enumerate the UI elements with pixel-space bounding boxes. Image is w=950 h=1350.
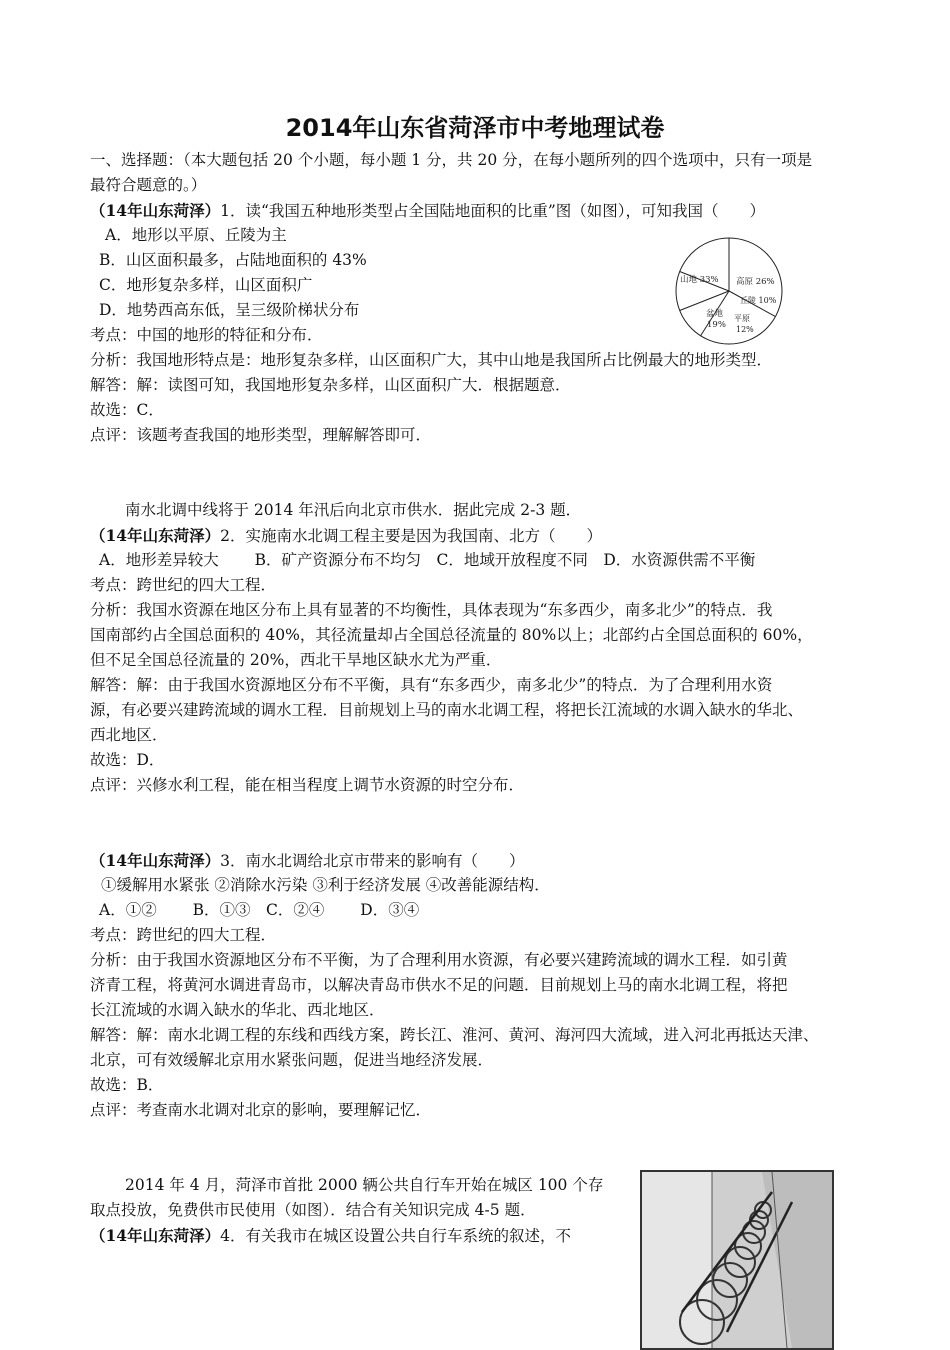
pie-label-pingyuan-name: 平原	[734, 314, 750, 323]
q2-options: A．地形差异较大 B．矿产资源分布不均匀 C．地域开放程度不同 D．水资源供需不平衡	[99, 551, 756, 569]
q3-options: A．①② B．①③ C．②④ D．③④	[99, 901, 420, 919]
q2-fenxi-1: 分析：我国水资源在地区分布上具有显著的不均衡性，具体表现为“东多西少，南多北少”的特点．我	[90, 601, 773, 619]
source-tag: （14年山东菏泽）	[90, 526, 221, 545]
pie-label-pendi-value: 19%	[707, 320, 726, 330]
q1-dianping: 点评：该题考查我国的地形类型，理解解答即可．	[90, 426, 432, 444]
intro-4-5-line1: 2014 年 4 月，菏泽市首批 2000 辆公共自行车开始在城区 100 个存	[125, 1176, 604, 1194]
pie-label-shandi: 山地 33%	[680, 275, 719, 285]
bicycle-illustration	[642, 1172, 832, 1348]
q1-fenxi: 分析：我国地形特点是：地形复杂多样，山区面积广大，其中山地是我国所占比例最大的地形类型．	[90, 351, 773, 369]
q2-jieda-3: 西北地区．	[90, 726, 168, 744]
q1-kaodian: 考点：中国的地形的特征和分布．	[90, 326, 323, 344]
section-heading: 一、选择题：（本大题包括 20 个小题，每小题 1 分，共 20 分，在每小题所列的四个选项中，只有一项是	[90, 151, 813, 169]
q1-option-b: B．山区面积最多，占陆地面积的 43%	[99, 251, 367, 269]
q3-stem	[90, 848, 524, 874]
q3-answer: 故选：B．	[90, 1076, 164, 1094]
q3-dianping: 点评：考查南水北调对北京的影响，要理解记忆．	[90, 1101, 432, 1119]
q4-stem-text: 4．有关我市在城区设置公共自行车系统的叙述，不	[220, 1227, 571, 1245]
q2-stem-text: 2．实施南水北调工程主要是因为我国南、北方（ ）	[220, 527, 602, 545]
q3-jieda-2: 北京，可有效缓解北京用水紧张问题，促进当地经济发展．	[90, 1051, 494, 1069]
q2-fenxi-3: 但不足全国总径流量的 20%，西北干旱地区缺水尤为严重．	[90, 651, 502, 669]
q3-fenxi-3: 长江流域的水调入缺水的华北、西北地区．	[90, 1001, 385, 1019]
q3-stem-text: 3．南水北调给北京市带来的影响有（ ）	[220, 852, 525, 870]
q3-fenxi-2: 济青工程，将黄河水调进青岛市，以解决青岛市供水不足的问题．目前规划上马的南水北调工程，将把	[90, 976, 788, 994]
pie-label-pendi-name: 盆地	[706, 309, 724, 319]
q1-jieda: 解答：解：读图可知，我国地形复杂多样，山区面积广大．根据题意．	[90, 376, 571, 394]
q1-stem	[90, 198, 765, 224]
q2-fenxi-2: 国南部约占全国总面积的 40%，其径流量却占全国总径流量的 80%以上；北部约占全国总面积的 60%，	[90, 626, 813, 644]
q1-option-a: A．地形以平原、丘陵为主	[105, 226, 287, 244]
source-tag: （14年山东菏泽）	[90, 201, 221, 220]
q2-stem	[90, 523, 602, 549]
q3-kaodian: 考点：跨世纪的四大工程．	[90, 926, 277, 944]
q3-jieda-1: 解答：解：南水北调工程的东线和西线方案，跨长江、淮河、黄河、海河四大流域，进入河北再抵达天津、	[90, 1026, 819, 1044]
q2-answer: 故选：D．	[90, 751, 165, 769]
section-heading-cont: 最符合题意的。）	[90, 176, 207, 194]
page-title: 2014年山东省菏泽市中考地理试卷	[285, 114, 665, 142]
intro-4-5-line2: 取点投放，免费供市民使用（如图）．结合有关知识完成 4-5 题．	[90, 1201, 536, 1219]
pie-label-qiuling: 丘陵 10%	[740, 296, 777, 305]
q2-kaodian: 考点：跨世纪的四大工程．	[90, 576, 277, 594]
q3-items: ①缓解用水紧张 ②消除水污染 ③利于经济发展 ④改善能源结构．	[101, 876, 550, 894]
q3-fenxi-1: 分析：由于我国水资源地区分布不平衡，为了合理利用水资源，有必要兴建跨流域的调水工程．如引黄	[90, 951, 788, 969]
pie-label-gaoyuan: 高原 26%	[736, 277, 775, 287]
q2-jieda-2: 源，有必要兴建跨流域的调水工程．目前规划上马的南水北调工程，将把长江流域的水调入缺水的华北、	[90, 701, 804, 719]
q4-stem	[90, 1223, 571, 1249]
source-tag: （14年山东菏泽）	[90, 1226, 221, 1245]
q1-option-d: D．地势西高东低，呈三级阶梯状分布	[99, 301, 360, 319]
pie-label-pingyuan-value: 12%	[736, 325, 754, 334]
landform-pie-chart	[674, 236, 784, 346]
q1-answer: 故选：C．	[90, 401, 164, 419]
q1-stem-text: 1．读“我国五种地形类型占全国陆地面积的比重”图（如图），可知我国（ ）	[220, 202, 766, 220]
q2-dianping: 点评：兴修水利工程，能在相当程度上调节水资源的时空分布．	[90, 776, 525, 794]
q2-jieda-1: 解答：解：由于我国水资源地区分布不平衡，具有“东多西少，南多北少”的特点．为了合理利用水资	[90, 676, 773, 694]
intro-2-3: 南水北调中线将于 2014 年汛后向北京市供水．据此完成 2-3 题．	[125, 501, 582, 519]
bicycle-photo	[640, 1170, 834, 1350]
q1-option-c: C．地形复杂多样，山区面积广	[99, 276, 313, 294]
source-tag: （14年山东菏泽）	[90, 851, 221, 870]
